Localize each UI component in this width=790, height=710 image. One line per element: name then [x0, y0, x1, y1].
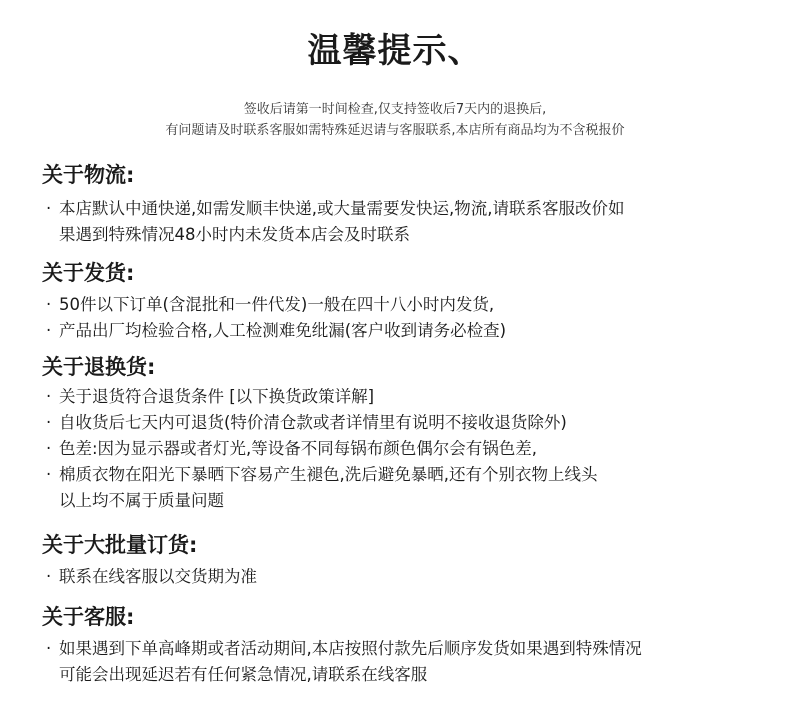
logistics-text-1: 本店默认中通快递,如需发顺丰快递,或大量需要发快运,物流,请联系客服改价如 — [59, 199, 625, 218]
bullet-dot: · — [46, 413, 52, 432]
returns-line-3 — [46, 436, 537, 462]
customer-service-text-1: 如果遇到下单高峰期或者活动期间,本店按照付款先后顺序发货如果遇到特殊情况 — [59, 639, 642, 658]
section-heading-returns: 关于退换货: — [42, 355, 156, 379]
logistics-line-2: 果遇到特殊情况48小时内未发货本店会及时联系 — [59, 225, 410, 244]
shipping-text-2: 产品出厂均检验合格,人工检测难免纰漏(客户收到请务必检查) — [59, 321, 507, 340]
customer-service-line-1 — [46, 636, 642, 662]
bullet-dot: · — [46, 639, 52, 658]
bullet-dot: · — [46, 295, 52, 314]
bullet-dot: · — [46, 567, 52, 586]
intro-line-1: 签收后请第一时间检查,仅支持签收后7天内的退换后, — [243, 102, 547, 117]
returns-line-5: 以上均不属于质量问题 — [59, 491, 224, 510]
bulk-order-line-1 — [46, 564, 257, 590]
bullet-dot: · — [46, 199, 52, 218]
returns-text-1: 关于退货符合退货条件 [以下换货政策详解] — [59, 387, 375, 406]
shipping-line-1 — [46, 292, 494, 318]
returns-line-2 — [46, 410, 567, 436]
bullet-dot: · — [46, 439, 52, 458]
customer-service-line-2: 可能会出现延迟若有任何紧急情况,请联系在线客服 — [59, 665, 428, 684]
intro-line-2: 有问题请及时联系客服如需特殊延迟请与客服联系,本店所有商品均为不含税报价 — [165, 123, 625, 138]
section-heading-shipping: 关于发货: — [42, 261, 135, 285]
bullet-dot: · — [46, 465, 52, 484]
bulk-order-text-1: 联系在线客服以交货期为准 — [59, 567, 257, 586]
returns-line-1 — [46, 384, 374, 410]
bullet-dot: · — [46, 321, 52, 340]
bullet-dot: · — [46, 387, 52, 406]
page-title: 温馨提示、 — [307, 31, 483, 71]
returns-text-2: 自收货后七天内可退货(特价清仓款或者详情里有说明不接收退货除外) — [59, 413, 567, 432]
shipping-text-1: 50件以下订单(含混批和一件代发)一般在四十八小时内发货, — [59, 295, 495, 314]
returns-text-3: 色差:因为显示器或者灯光,等设备不同每锅布颜色偶尔会有锅色差, — [59, 439, 538, 458]
logistics-line-1 — [46, 196, 624, 222]
section-heading-customer-service: 关于客服: — [42, 605, 135, 629]
returns-line-4 — [46, 462, 598, 488]
returns-text-4: 棉质衣物在阳光下暴晒下容易产生褪色,洗后避免暴晒,还有个别衣物上线头 — [59, 465, 598, 484]
section-heading-bulk-order: 关于大批量订货: — [42, 533, 198, 557]
shipping-line-2 — [46, 318, 506, 344]
section-heading-logistics: 关于物流: — [42, 163, 135, 187]
